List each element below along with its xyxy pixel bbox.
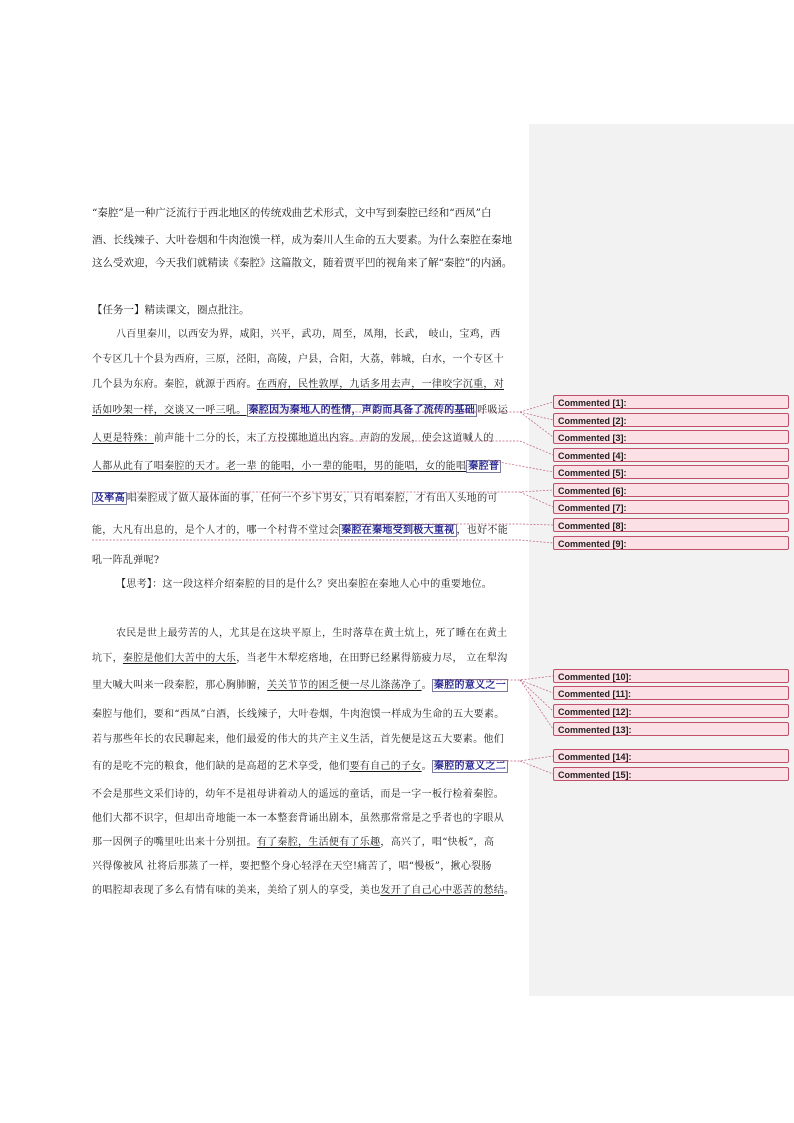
passage-line: 农民是世上最劳苦的人，尤其是在这块平原上，生时落草在黄土炕上，死了睡在在黄土: [116, 628, 508, 639]
comment-balloon[interactable]: [553, 395, 789, 409]
leader-line: [254, 441, 553, 455]
passage-text: 的唱腔却表现了多么有情有味的美来，美给了别人的享受，美也: [92, 885, 381, 896]
passage-text: 内容。声韵的发展，使会这道喊人的: [328, 433, 494, 444]
comment-label: Commented [5]:: [558, 468, 627, 478]
comment-balloon[interactable]: [553, 465, 789, 479]
passage-line: 个专区几十个县为西府，三原，泾阳，高陵，户县，合阳，大荔，韩城，白水，一个专区十: [92, 354, 504, 365]
leader-line: [520, 761, 553, 774]
leader-line: [348, 524, 553, 525]
intro-line: “秦腔”是一种广泛流行于西北地区的传统戏曲艺术形式，文中写到秦腔已经和“西凤”白: [92, 207, 492, 219]
leader-line: [520, 680, 553, 693]
comment-balloon[interactable]: [553, 448, 789, 462]
passage-text: 几个县为东府。秦腔，就源于西府。: [92, 379, 257, 390]
passage-text: 能，大凡有出息的，是个人才的，哪一个村背不堂过会: [92, 525, 340, 536]
comment-balloon[interactable]: [553, 483, 789, 497]
passage-text: ，高兴了，唱“快板”，高: [380, 837, 495, 848]
annotated-text[interactable]: 人都从此有了唱秦腔的天才。: [92, 461, 226, 472]
leader-line: [254, 402, 553, 412]
comment-balloon[interactable]: [553, 722, 789, 736]
passage-text: 有的是吃不完的粮食，他们缺的是高超的艺术享受，他们: [92, 761, 350, 772]
passage-text: ，也好不能: [456, 525, 509, 536]
passage-text: 呼吸运: [477, 405, 509, 416]
leader-line: [520, 412, 553, 420]
passage-line: 兴得像被风 社将后那蒸了一样，要把整个身心轻浮在天空!痛苦了，唱“慢板”，揪心裂肠: [92, 861, 492, 872]
comment-balloon[interactable]: [553, 413, 789, 427]
comment-label: Commented [6]:: [558, 486, 627, 496]
annotated-text[interactable]: 老一辈 的能唱，小一辈的能唱，男的能唱，女的能唱: [225, 461, 467, 472]
comment-balloon[interactable]: [553, 518, 789, 532]
comment-label: Commented [11]:: [558, 689, 632, 699]
task-title: 【任务一】精读课文，圈点批注。: [92, 304, 250, 316]
passage-text: 那一因例子的嘴里吐出来十分别扭。: [92, 837, 257, 848]
intro-line: 酒、长线辣子、大叶卷烟和牛肉泡馍一样，成为秦川人生命的五大要素。为什么秦腔在秦地: [92, 234, 512, 246]
leader-line: [520, 680, 553, 729]
annotated-text[interactable]: 话如吵架一样，交谈又一呼三吼。: [92, 405, 247, 416]
leader-line: [444, 756, 553, 761]
comment-label: Commented [10]:: [558, 672, 632, 682]
leader-line: [92, 540, 553, 543]
annotation-highlight[interactable]: 秦腔在秦地受到极大重视: [341, 525, 455, 536]
comment-balloon[interactable]: [553, 430, 789, 444]
passage-text: 前声能十二分的长，末了方投掷地道出: [153, 433, 329, 444]
comment-label: Commented [3]:: [558, 433, 627, 443]
comment-balloon[interactable]: [553, 767, 789, 781]
think-question: 【思考】：这一段这样介绍秦腔的目的是什么？突出秦腔在秦地人心中的重要地位。: [116, 579, 493, 590]
leader-line: [130, 490, 553, 492]
comment-label: Commented [15]:: [558, 770, 632, 780]
annotated-text[interactable]: 秦腔是他们大苦中的大乐: [122, 653, 237, 664]
annotation-highlight[interactable]: 秦腔的意义之一: [433, 680, 507, 691]
passage-text: 。: [421, 761, 432, 772]
passage-line: 吼一阵乱弹呢?: [92, 555, 160, 566]
leader-line: [520, 680, 553, 711]
comment-label: Commented [7]:: [558, 503, 627, 513]
passage-line: 若与那些年长的农民聊起来，他们最爱的伟大的共产主义生活，首先便是这五大要素。他们: [92, 734, 504, 745]
passage-text: 。: [504, 885, 515, 896]
annotated-text[interactable]: 有了秦腔，生活便有了乐趣: [256, 837, 381, 848]
annotation-highlight[interactable]: 秦腔因为秦地人的性情，声韵而具备了流传的基础: [248, 405, 476, 416]
comment-balloon[interactable]: [553, 536, 789, 550]
comment-balloon[interactable]: [553, 749, 789, 763]
passage-line: 秦腔与他们，要和“西凤”白酒，长线辣子，大叶卷烟，牛肉泡馍一样成为生命的五大要素。: [92, 709, 505, 720]
passage-line: 不会是那些文采们诗的，幼年不是祖母讲着动人的遥远的童话，而是一字一板行检着秦腔。: [92, 789, 504, 800]
comment-label: Commented [13]:: [558, 725, 632, 735]
comment-label: Commented [2]:: [558, 416, 627, 426]
leader-line: [444, 676, 553, 680]
passage-line: 八百里秦川，以西安为界，咸阳，兴平，武功，周至，凤翔，长武， 岐山，宝鸡，西: [116, 329, 501, 340]
passage-text: 里大喊大叫来一段秦腔，那心胸肺腑，: [92, 680, 268, 691]
annotated-text[interactable]: 关关节节的困乏便一尽儿涤荡净了: [267, 680, 422, 691]
annotated-text[interactable]: 要有自己的子女: [349, 761, 422, 772]
comment-balloon[interactable]: [553, 669, 789, 683]
passage-line: 他们大都不识字，但却出奇地能一本一本整套背诵出剧本，虽然那常常是之乎者也的字眼从: [92, 813, 504, 824]
leader-line: [520, 492, 553, 507]
annotated-text[interactable]: 在西府，民性敦厚，九话多用去声，一律咬字沉重，对: [256, 379, 505, 390]
comment-balloon[interactable]: [553, 500, 789, 514]
leader-line: [488, 460, 553, 472]
comment-label: Commented [12]:: [558, 707, 632, 717]
passage-text: ，当老牛木犁疙瘩地，在田野已经累得筋疲力尽， 立在犁沟: [236, 653, 508, 664]
comment-balloon[interactable]: [553, 704, 789, 718]
annotated-text[interactable]: 发开了自己心中恶苦的愁结: [380, 885, 505, 896]
comment-label: Commented [1]:: [558, 398, 627, 408]
intro-line: 这么受欢迎，今天我们就精读《秦腔》这篇散文，随着贾平凹的视角来了解“秦腔”的内涵。: [92, 257, 513, 269]
comment-label: Commented [8]:: [558, 521, 627, 531]
annotation-highlight[interactable]: 及率高: [94, 493, 125, 504]
comment-label: Commented [4]:: [558, 451, 627, 461]
annotated-text[interactable]: 人更是特殊：: [92, 433, 154, 444]
passage-text: 。: [421, 680, 432, 691]
comment-label: Commented [9]:: [558, 539, 627, 549]
comment-balloon[interactable]: [553, 686, 789, 700]
comment-label: Commented [14]:: [558, 752, 632, 762]
annotation-highlight[interactable]: 秦腔的意义之二: [433, 761, 507, 772]
passage-text: 坑下，: [92, 653, 123, 664]
annotation-highlight[interactable]: 秦腔普: [468, 461, 500, 472]
passage-text: 唱秦腔成了做人最体面的事，任何一个乡下男女，只有唱秦腔，才有出人头地的可: [126, 493, 498, 504]
leader-line: [520, 412, 553, 437]
